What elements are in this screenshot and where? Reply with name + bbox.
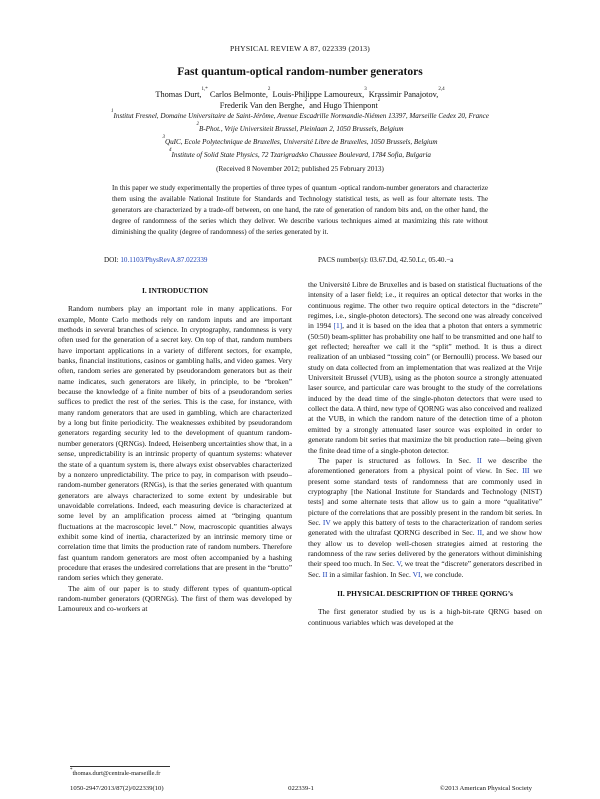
author: Carlos Belmonte,$^2$ — [209, 87, 271, 99]
author: Thomas Durt,$^{1,*}$ — [155, 87, 208, 99]
paragraph: The first generator studied by us is a high-bit-rate QRNG based on continuous variables which was developed at the — [308, 607, 542, 627]
section-link[interactable]: III — [522, 466, 530, 476]
section-link[interactable]: II — [322, 569, 328, 579]
section-heading: II. PHYSICAL DESCRIPTION OF THREE QORNG’s — [337, 588, 513, 598]
footnote-rule — [70, 766, 170, 767]
paragraph: The paper is structured as follows. In Sec. II we describe the aforementioned generators from a physical point of view. In Sec. III we present some standard tests of randomness that are commonly used in cryptography [the National Institute for Standards and Technology (NIST) tests] and some alternate tests that allow us to gain a more “qualitative” picture of the correlations that are possibly present in the random bit series. In Sec. IV we apply this battery of tests to the characterization of random series generated with the ultrafast QORNG described in Sec. II, and we show how they allow us to develop well-chosen strategies aimed at restoring the randomness of the raw series delivered by the generators without diminishing their speed too much. In Sec. V, we treat the “discrete” generators described in Sec. II in a similar fashion. In Sec. VI, we conclude. — [308, 455, 542, 579]
section-link[interactable]: IV — [322, 517, 331, 527]
paragraph: The aim of our paper is to study different types of quantum-optical random-number generators (QORNGs). The first of them was developed by Lamoureux and co-workers at — [58, 583, 292, 614]
author-list — [40, 89, 560, 111]
section-heading: I. INTRODUCTION — [141, 286, 209, 295]
journal-header: PHYSICAL REVIEW A 87, 022339 (2013) — [230, 44, 370, 53]
section-link[interactable]: II — [477, 528, 483, 538]
affiliation: $^4$Institute of Solid State Physics, 72 Tzarigradsko Chaussee Boulevard, 1784 Sofia, Bulgaria — [169, 148, 431, 159]
paragraph: Random numbers play an important role in many applications. For example, Monte Carlo methods rely on random inputs and are important methods in several branches of science. In cryptography, randomness is very often used for the generation of a secret key. On top of that, random numbers have important applications in a variety of different sectors, for example, banks, financial institutions, casinos or gambling halls, and video games. Very often, random series are generated by pseudorandom generators but as their name indicates, such generators are likely, in principle, to be “broken” because the knowledge of a finite number of bits of a pseudorandom series suffices to predict the rest of the series. This is the case, for instance, with many random generators that are used in gambling, which are characterized by a long but finite periodicity. The weaknesses exhibited by pseudorandom generators regarding security led to the development of quantum random-number generators (QRNGs). Indeed, Heisenberg uncertainties show that, in a sense, unpredictability is an intrinsic property of quantum systems: whatever the state of a quantum system is, there always exist observables characterized by a nonzero unpredictability. The price to pay, in comparison with pseudo–random-number generators (RNGs), is that the series generated with quantum generators are always characterized to some extent by undesirable but unavoidable correlations. Indeed, each measuring device is characterized at some level by an amplification process aimed at “bringing quantum fluctuations at the macroscopic level.” Now, macroscopic quantities always exhibit some kind of inertia, characterized by an intrinsic memory time or correlation time that limits the production rate of random numbers. Therefore fast quantum random generators are most often accompanied by a hashing procedure that erases the undesired correlations that are present in the “brutto” random series which they generate. — [58, 304, 292, 583]
affiliation: $^3$QuIC, Ecole Polytechnique de Bruxelles, Université Libre de Bruxelles, 1050 Brussels, Belgium — [162, 135, 438, 146]
doi-link[interactable]: 10.1103/PhysRevA.87.022339 — [120, 256, 208, 264]
footer-issn: 1050-2947/2013/87(2)/022339(10) — [70, 785, 164, 792]
citation-link[interactable]: [1] — [333, 321, 343, 331]
section-link[interactable]: V — [396, 559, 401, 569]
author: Krassimir Panajotov,$^{2,4}$ — [368, 87, 445, 99]
page-number: 022339-1 — [288, 785, 314, 792]
right-column — [308, 280, 542, 628]
paragraph: the Université Libre de Bruxelles and is based on statistical fluctuations of the intensity of a laser field; i.e., it requires an optical detector that works in the continuous regime. The other two require optical detectors in the “discrete” regimes, i.e., single-photon detectors). The second one was already conceived in 1994 [1], and it is based on the idea that a photon that enters a symmetric (50:50) beam-splitter has probability one half to be transmitted and one half to get reflected; hereafter we call it the “split” method. It is thus a direct realization of an unbiased “tossing coin” (or Bernoulli) process. We based our study on data collected from an implementation that was realized at the Vrije Universiteit Brussel (VUB), using as the photon source a strongly attenuated laser source, and particular care was brought to the study of the correlations induced by the dead time of the single-photon detectors that were used to collect the data. A third, new type of QORNG was also conceived and realized at the VUB, in which the random nature of the detection time of a photon emitted by a strongly attenuated laser source was exploited in order to generate random bit series that maximize the bit production rate—being given the finite dead time of a single-photon detector. — [308, 280, 542, 455]
doi-label: DOI: — [104, 256, 119, 264]
section-link[interactable]: II — [476, 455, 482, 465]
section-link[interactable]: VI — [412, 569, 421, 579]
author: Frederik Van den Berghe,$^2$ — [219, 98, 308, 110]
author: Louis-Philippe Lamoureux,$^3$ — [272, 87, 367, 99]
received-published-dates: (Received 8 November 2012; published 25 February 2013) — [216, 165, 384, 173]
author: and Hugo Thienpont$^2$ — [309, 98, 381, 110]
author-email: thomas.durt@centrale-marseille.fr — [72, 770, 161, 777]
abstract: In this paper we study experimentally the properties of three types of quantum -optical random-number generators and characterize them using the available National Institute for Standards and Technology statistical tests, as well as four alternate tests. The generators are characterized by a trade-off between, on one hand, the rate of generation of random bits and, on the other hand, the degree of randomness of the series which they deliver. We describe various techniques aimed at maximizing this rate without diminishing the quality (degree of randomness) of the series generated by it. — [112, 184, 488, 236]
affiliation: $^2$B-Phot., Vrije Universiteit Brussel, Pleinlaan 2, 1050 Brussels, Belgium — [196, 122, 404, 133]
paper-title: Fast quantum-optical random-number generators — [177, 66, 423, 78]
doi-line — [104, 256, 207, 264]
left-column — [58, 286, 292, 615]
copyright: ©2013 American Physical Society — [439, 785, 532, 792]
footnote: *thomas.durt@centrale-marseille.fr — [70, 768, 161, 777]
pacs-numbers: PACS number(s): 03.67.Dd, 42.50.Lc, 05.40.−a — [318, 256, 454, 264]
affiliation: $^1$Institut Fresnel, Domaine Universitaire de Saint-Jérôme, Avenue Escadrille Normandie-Niémen 13397, Marseille Cedex 20, France — [111, 109, 489, 120]
